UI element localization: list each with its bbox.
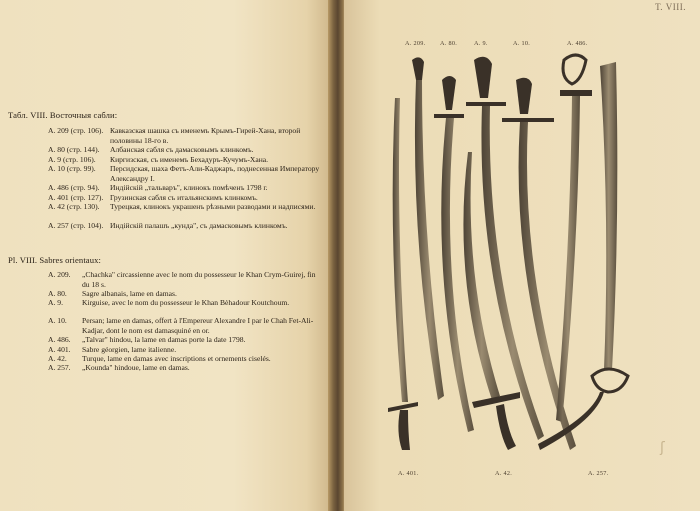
entry-desc: „Talvar" hindou, la lame en damas porte la date 1798. [82,335,246,344]
fr-entry-1 [48,270,322,289]
entry-ref: A. 80. [48,289,67,298]
sabre-a401 [388,98,418,450]
entry-ref: А. 209 (стр. 106). [48,126,104,135]
entry-desc: Sabre géorgien, lame italienne. [82,345,177,354]
ru-entry-2 [48,145,320,155]
sabre-a209 [412,57,444,400]
entry-desc: Индійскій „тальваръ", клинокъ помѣченъ 1798 г. [110,183,268,192]
entry-desc: „Chachka" circassienne avec le nom du possesseur le Khan Crym-Guirej, fin du 18 s. [82,270,316,289]
russian-section-title: Табл. VIII. Восточныя сабли: [8,110,118,120]
left-page [0,0,333,511]
entry-ref: A. 257. [48,363,71,372]
ru-entry-5 [48,183,320,193]
entry-desc: Турецкая, клинокъ украшенъ рѣзными разводами и надписями. [110,202,316,211]
sabre-a9 [466,57,544,440]
entry-ref: A. 401. [48,345,71,354]
ru-entry-8 [48,221,320,231]
label-a80: А. 80. [440,40,458,47]
label-a42: А. 42. [495,470,513,477]
entry-ref: А. 10 (стр. 99). [48,164,96,173]
french-section-title: Pl. VIII. Sabres orientaux: [8,255,101,265]
entry-ref: A. 10. [48,316,67,325]
entry-ref: A. 209. [48,270,71,279]
entry-desc: Персидская, шаха Фетъ-Али-Каджаръ, поднесенная Императору Александру I. [110,164,320,183]
entry-desc: Индійскій палашъ „кунда", съ дамасковымъ клинкомъ. [110,221,288,230]
entry-desc: Persan; lame en damas, offert à l'Empereur Alexandre I par le Chah Fet-Ali-Kadjar, dont le nom est damasquiné en or. [82,316,314,335]
entry-ref: А. 42 (стр. 130). [48,202,100,211]
entry-desc: Кавказская шашка съ именемъ Крымъ-Гирей-Хана, второй половины 18-го в. [110,126,301,145]
ru-entry-4 [48,164,320,183]
label-a401: А. 401. [398,470,419,477]
plate-number: Т. VIII. [655,2,686,12]
ru-entry-7 [48,202,320,212]
fr-entry-4 [48,316,322,335]
ru-entry-1 [48,126,320,145]
sabre-a486 [556,55,592,422]
entry-desc: Sagre albanais, lame en damas. [82,289,177,298]
entry-desc: Албанская сабля съ дамасковымъ клинкомъ. [110,145,254,154]
entry-desc: Turque, lame en damas avec inscriptions et ornements ciselés. [82,354,271,363]
label-a257: А. 257. [588,470,609,477]
label-a9: А. 9. [474,40,488,47]
entry-ref: А. 401 (стр. 127). [48,193,104,202]
fr-entry-8 [48,363,322,373]
entry-ref: A. 42. [48,354,67,363]
sabres-plate-illustration [360,40,660,470]
fr-entry-3 [48,298,322,308]
entry-desc: Киргизская, съ именемъ Бехадуръ-Кучумъ-Хана. [110,155,269,164]
entry-desc: „Kounda" hindoue, lame en damas. [82,363,190,372]
label-a10: А. 10. [513,40,531,47]
label-a486: А. 486. [567,40,588,47]
fr-entry-5 [48,335,322,345]
pencil-mark: ʃ [660,440,665,456]
entry-ref: А. 257 (стр. 104). [48,221,104,230]
entry-ref: А. 80 (стр. 144). [48,145,100,154]
entry-ref: А. 9 (стр. 106). [48,155,96,164]
entry-desc: Kirguise, avec le nom du possesseur le Khan Bèhadour Koutchoum. [82,298,290,307]
entry-ref: A. 9. [48,298,63,307]
entry-ref: А. 486 (стр. 94). [48,183,100,192]
entry-ref: A. 486. [48,335,71,344]
label-a209: А. 209. [405,40,426,47]
entry-desc: Грузинская сабля съ итальянскимъ клинкомъ. [110,193,258,202]
